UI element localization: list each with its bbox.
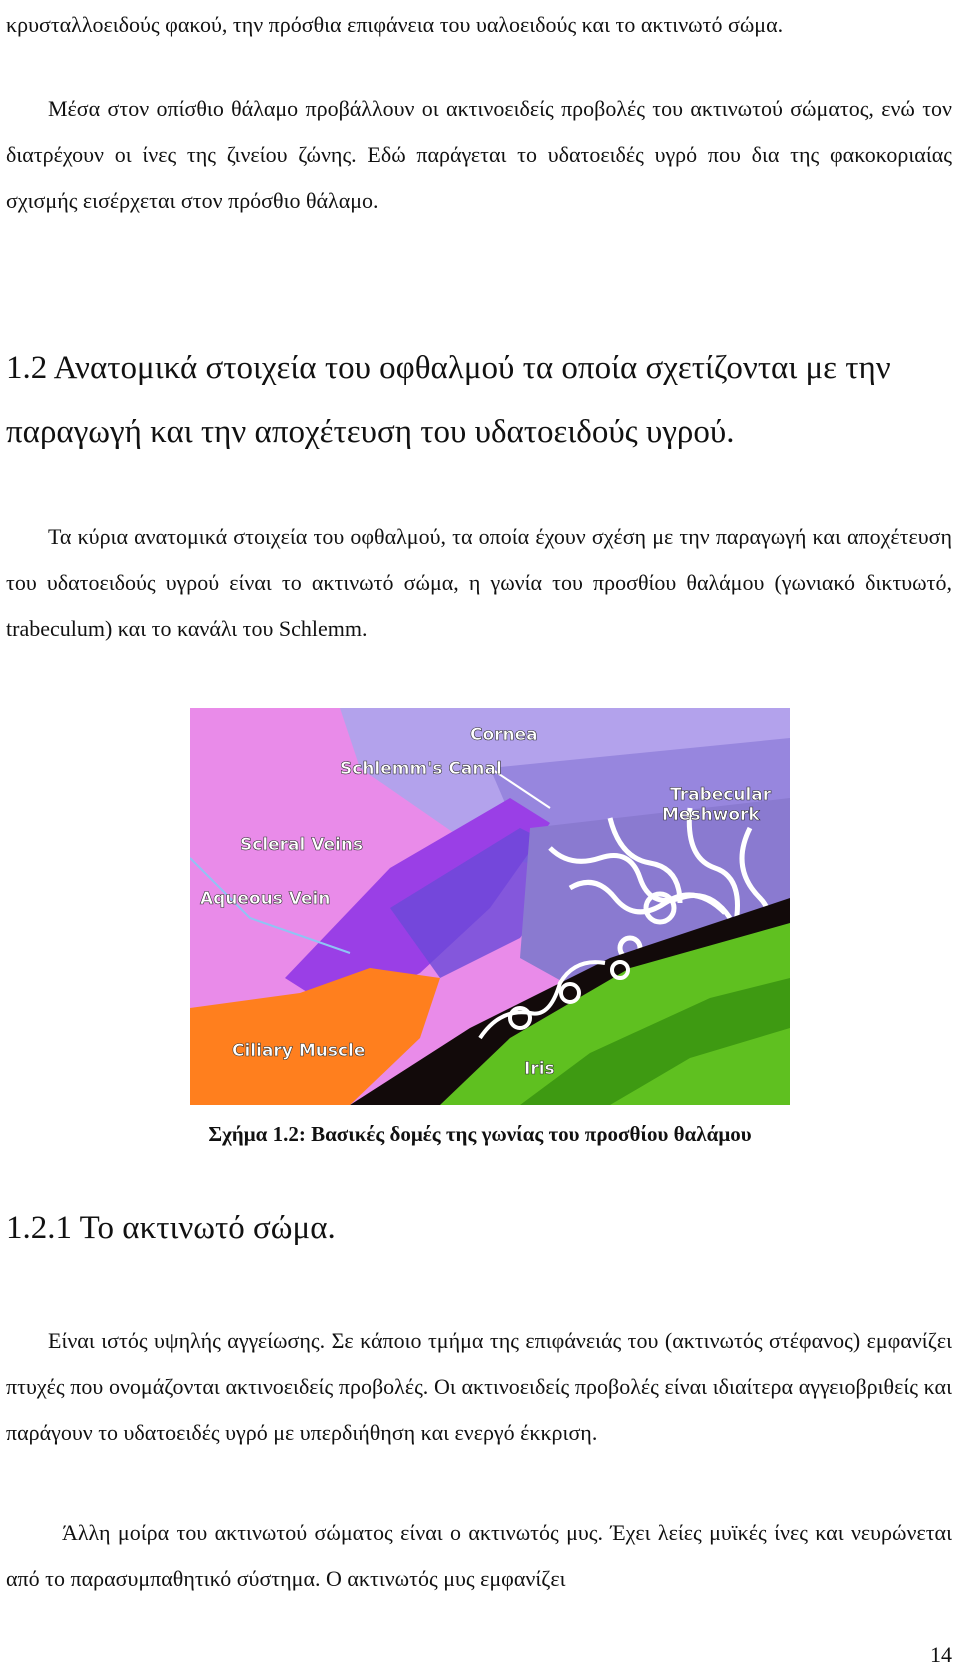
label-trabecular: Trabecular bbox=[670, 785, 772, 805]
page-number: 14 bbox=[930, 1642, 952, 1667]
section-heading: 1.2 Ανατομικά στοιχεία του οφθαλμού τα οποία σχετίζονται με την παραγωγή και την αποχέτευση του υδατοειδούς υγρού. bbox=[6, 350, 891, 450]
paragraph-anatomy-text: Τα κύρια ανατομικά στοιχεία του οφθαλμού, τα οποία έχουν σχέση με την παραγωγή και αποχέτευση του υδατοειδούς υγρού είναι το ακτινωτό σώμα, η γωνία του προσθίου θαλάμου (γωνιακό δικτυωτό, trabeculum) και το κανάλι του Schlemm. bbox=[6, 524, 952, 641]
paragraph-posterior-chamber bbox=[6, 86, 952, 224]
figure-illustration bbox=[190, 708, 790, 1105]
label-aqueous-vein: Aqueous Vein bbox=[200, 889, 331, 909]
paragraph-posterior-chamber-text: Μέσα στον οπίσθιο θάλαμο προβάλλουν οι ακτινοειδείς προβολές του ακτινωτού σώματος, ενώ τον διατρέχουν οι ίνες της ζινείου ζώνης. Εδώ παράγεται το υδατοειδές υγρό που δια της φακοκοριαίας σχισμής εισέρχεται στον πρόσθιο θάλαμο. bbox=[6, 96, 952, 213]
paragraph-intro: κρυσταλλοειδούς φακού, την πρόσθια επιφάνεια του υαλοειδούς και το ακτινωτό σώμα. bbox=[6, 12, 784, 37]
paragraph-anatomy bbox=[6, 514, 952, 652]
label-meshwork: Meshwork bbox=[662, 805, 760, 825]
label-scleral-veins: Scleral Veins bbox=[240, 835, 364, 855]
paragraph-ciliary-muscle-text: Άλλη μοίρα του ακτινωτού σώματος είναι ο ακτινωτός μυς. Έχει λείες μυϊκές ίνες και νευρώνεται από το παρασυμπαθητικό σύστημα. Ο ακτινωτός μυς εμφανίζει bbox=[6, 1520, 952, 1591]
paragraph-ciliary-body-text: Είναι ιστός υψηλής αγγείωσης. Σε κάποιο τμήμα της επιφάνειάς του (ακτινωτός στέφανος) εμφανίζει πτυχές που ονομάζονται ακτινοειδείς προβολές. Οι ακτινοειδείς προβολές είναι ιδιαίτερα αγγειοβριθείς και παράγουν το υδατοειδές υγρό με υπερδιήθηση και ενεργό έκκριση. bbox=[6, 1328, 952, 1445]
label-schlemms-canal: Schlemm's Canal bbox=[340, 759, 502, 779]
paragraph-ciliary-muscle bbox=[6, 1510, 952, 1602]
subsection-heading: 1.2.1 Το ακτινωτό σώμα. bbox=[6, 1210, 336, 1246]
anterior-chamber-angle-figure bbox=[190, 708, 790, 1105]
label-iris: Iris bbox=[524, 1059, 555, 1079]
label-ciliary-muscle: Ciliary Muscle bbox=[232, 1041, 366, 1061]
label-cornea: Cornea bbox=[470, 725, 538, 745]
paragraph-ciliary-body bbox=[6, 1318, 952, 1456]
figure-caption: Σχήμα 1.2: Βασικές δομές της γωνίας του προσθίου θαλάμου bbox=[208, 1122, 752, 1146]
